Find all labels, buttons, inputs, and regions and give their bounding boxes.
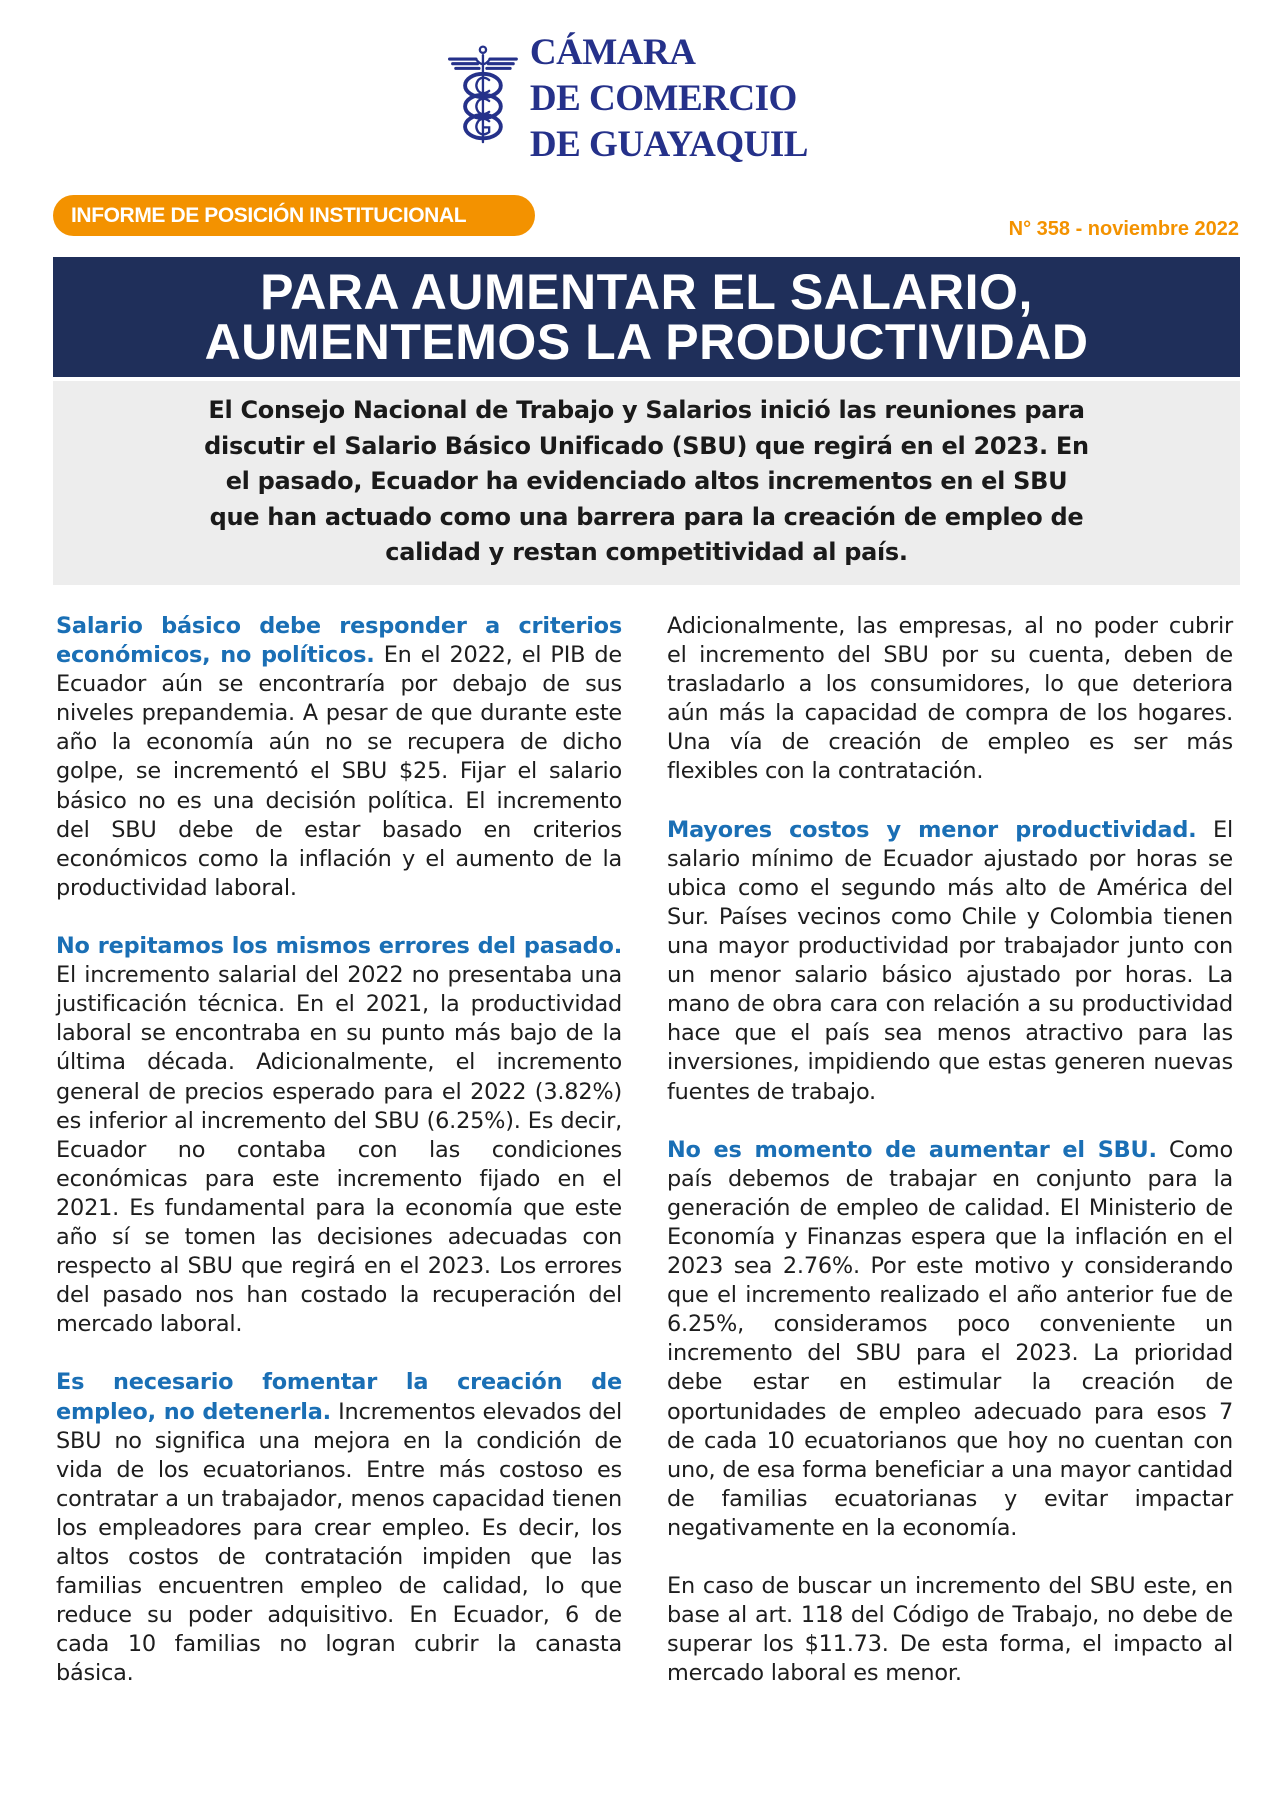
article-paragraph [56, 612, 622, 903]
article-paragraph [667, 1572, 1233, 1688]
paragraph-body: Incrementos elevados del SBU no significa una mejora en la condición de vida de los ecuatorianos. Entre más costoso es contratar a un trabajador, menos capacidad tienen los empleadores para crear empleo. Es decir, los altos costos de contratación impiden que las familias encuentren empleo de calidad, lo que reduce su poder adquisitivo. En Ecuador, 6 de cada 10 familias no logran cubrir la canasta básica. [56, 1398, 622, 1687]
org-name [530, 30, 808, 168]
caduceus-ccg-icon [448, 30, 518, 158]
article-paragraph [667, 1136, 1233, 1543]
paragraph-body: En el 2022, el PIB de Ecuador aún se encontraría por debajo de sus niveles prepandemia. A pesar de que durante este año la economía aún no se recupera de dicho golpe, se incrementó el SBU $25. Fijar el salario básico no es una decisión política. El incremento del SBU debe de estar basado en criterios económicos como la inflación y el aumento de la productividad laboral. [56, 642, 622, 901]
paragraph-body: El salario mínimo de Ecuador ajustado por horas se ubica como el segundo más alto de América del Sur. Países vecinos como Chile y Colombia tienen una mayor productividad por trabajador junto con un menor salario básico ajustado por horas. La mano de obra cara con relación a su productividad hace que el país sea menos atractivo para las inversiones, impidiendo que estas generen nuevas fuentes de trabajo. [667, 816, 1233, 1105]
org-name-line: DE COMERCIO [529, 78, 797, 119]
right-column [667, 612, 1233, 1718]
paragraph-body: En caso de buscar un incremento del SBU este, en base al art. 118 del Código de Trabajo, no debe de superar los $11.73. De esta forma, el impacto al mercado laboral es menor. [667, 1573, 1233, 1687]
chamber-logo [448, 30, 808, 165]
report-type-label: INFORME DE POSICIÓN INSTITUCIONAL [71, 203, 467, 227]
paragraph-heading: No es momento de aumentar el SBU. [667, 1136, 1157, 1163]
paragraph-body: Como país debemos de trabajar en conjunto para la generación de empleo de calidad. El Ministerio de Economía y Finanzas espera que la inflación en el 2023 sea 2.76%. Por este motivo y considerando que el incremento realizado el año anterior fue de 6.25%, consideramos poco conveniente un incremento del SBU para el 2023. La prioridad debe estar en estimular la creación de oportunidades de empleo adecuado para esos 7 de cada 10 ecuatorianos que hoy no cuentan con uno, de esa forma beneficiar a una mayor cantidad de familias ecuatorianas y evitar impactar negativamente en la economía. [667, 1136, 1233, 1541]
article-paragraph [667, 612, 1233, 787]
left-column [56, 612, 622, 1718]
article-paragraph [667, 816, 1233, 1107]
report-type-badge [53, 195, 535, 236]
article-paragraph [56, 1368, 622, 1688]
paragraph-heading: No repitamos los mismos errores del pasado. [56, 933, 622, 960]
paragraph-heading: Mayores costos y menor productividad. [667, 816, 1197, 843]
paragraph-body: Adicionalmente, las empresas, al no poder cubrir el incremento del SBU por su cuenta, deben de trasladarlo a los consumidores, lo que deteriora aún más la capacidad de compra de los hogares. Una vía de creación de empleo es ser más flexibles con la contratación. [667, 613, 1233, 785]
title-banner [53, 257, 1240, 377]
org-name-line: DE GUAYAQUIL [529, 124, 808, 165]
title-line: PARA AUMENTAR EL SALARIO, [260, 264, 1033, 320]
paragraph-body: El incremento salarial del 2022 no presentaba una justificación técnica. En el 2021, la productividad laboral se encontraba en su punto más bajo de la última década. Adicionalmente, el incremento general de precios esperado para el 2022 (3.82%) es inferior al incremento del SBU (6.25%). Es decir, Ecuador no contaba con las condiciones económicas para este incremento fijado en el 2021. Es fundamental para la economía que este año sí se tomen las decisiones adecuadas con respecto al SBU que regirá en el 2023. Los errores del pasado nos han costado la recuperación del mercado laboral. [56, 962, 622, 1338]
title-line: AUMENTEMOS LA PRODUCTIVIDAD [204, 314, 1089, 370]
article-paragraph [56, 932, 622, 1339]
issue-number: N° 358 - noviembre 2022 [1008, 218, 1239, 240]
summary-text: El Consejo Nacional de Trabajo y Salarios inició las reuniones para discutir el Salario Básico Unificado (SBU) que regirá en el 2023. En el pasado, Ecuador ha evidenciado altos incrementos en el SBU que han actuado como una barrera para la creación de empleo de calidad y restan competitividad al país. [204, 396, 1089, 566]
org-name-line: CÁMARA [529, 32, 696, 73]
paragraph-heading: Es necesario fomentar la creación de empleo, no detenerla. [56, 1369, 622, 1425]
paragraph-heading: Salario básico debe responder a criterios económicos, no políticos. [56, 613, 622, 669]
summary-box [53, 381, 1240, 585]
